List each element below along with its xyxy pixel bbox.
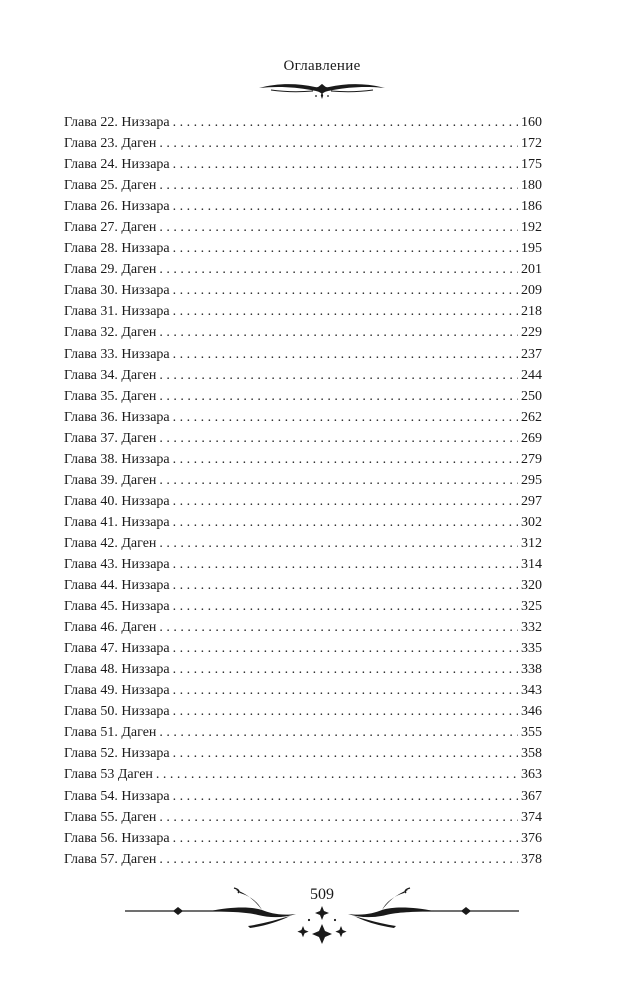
toc-entry	[64, 449, 542, 470]
toc-entry-title: Глава 28. Низзара	[64, 241, 170, 257]
toc-dot-leader	[159, 259, 518, 280]
toc-entry-title: Глава 36. Низзара	[64, 409, 170, 425]
scroll-flourish-icon	[257, 79, 387, 101]
toc-entry-page: 192	[521, 220, 542, 236]
toc-entry-title: Глава 48. Низзара	[64, 662, 170, 678]
toc-entry-title: Глава 54. Низзара	[64, 788, 170, 804]
toc-entry-title: Глава 44. Низзара	[64, 578, 170, 594]
toc-entry	[64, 491, 542, 512]
toc-entry	[64, 344, 542, 365]
toc-dot-leader	[159, 533, 518, 554]
toc-entry-page: 209	[521, 283, 542, 299]
toc-entry-page: 195	[521, 241, 542, 257]
toc-entry-page: 175	[521, 157, 542, 173]
toc-dot-leader	[173, 154, 518, 175]
toc-entry-title: Глава 23. Даген	[64, 136, 157, 152]
toc-entry-title: Глава 33. Низзара	[64, 346, 170, 362]
toc-dot-leader	[159, 322, 518, 343]
toc-entry-title: Глава 49. Низзара	[64, 683, 170, 699]
table-of-contents	[64, 112, 542, 870]
toc-dot-leader	[173, 786, 518, 807]
toc-dot-leader	[173, 554, 518, 575]
toc-entry-page: 338	[521, 662, 542, 678]
toc-dot-leader	[173, 196, 518, 217]
toc-entry	[64, 280, 542, 301]
toc-entry	[64, 196, 542, 217]
toc-entry	[64, 638, 542, 659]
toc-entry	[64, 217, 542, 238]
toc-entry-title: Глава 22. Низзара	[64, 115, 170, 130]
toc-dot-leader	[173, 701, 518, 722]
toc-entry-page: 262	[521, 409, 542, 425]
toc-dot-leader	[173, 659, 518, 680]
toc-dot-leader	[173, 596, 518, 617]
toc-entry-title: Глава 27. Даген	[64, 220, 157, 236]
toc-dot-leader	[159, 807, 518, 828]
toc-entry-page: 295	[521, 472, 542, 488]
toc-dot-leader	[159, 470, 518, 491]
page-number: 509	[310, 886, 334, 903]
toc-entry	[64, 301, 542, 322]
toc-entry-title: Глава 42. Даген	[64, 535, 157, 551]
toc-entry	[64, 322, 542, 343]
toc-entry-page: 237	[521, 346, 542, 362]
toc-dot-leader	[173, 112, 518, 133]
toc-dot-leader	[173, 638, 518, 659]
toc-entry-page: 302	[521, 514, 542, 530]
toc-entry-title: Глава 45. Низзара	[64, 599, 170, 615]
toc-entry-title: Глава 51. Даген	[64, 725, 157, 741]
toc-dot-leader	[159, 722, 518, 743]
toc-entry-page: 297	[521, 493, 542, 509]
toc-entry	[64, 849, 542, 870]
toc-entry	[64, 407, 542, 428]
toc-entry-title: Глава 47. Низзара	[64, 641, 170, 657]
toc-entry-page: 378	[521, 851, 542, 867]
toc-entry-page: 355	[521, 725, 542, 741]
toc-dot-leader	[173, 491, 518, 512]
toc-dot-leader	[159, 428, 518, 449]
toc-dot-leader	[156, 764, 518, 785]
toc-entry	[64, 238, 542, 259]
toc-entry	[64, 617, 542, 638]
toc-entry	[64, 575, 542, 596]
toc-entry-title: Глава 35. Даген	[64, 388, 157, 404]
toc-entry-title: Глава 41. Низзара	[64, 514, 170, 530]
toc-entry-title: Глава 26. Низзара	[64, 199, 170, 215]
toc-entry-page: 186	[521, 199, 542, 215]
toc-entry-title: Глава 30. Низзара	[64, 283, 170, 299]
toc-entry-page: 363	[521, 767, 542, 783]
toc-entry-title: Глава 32. Даген	[64, 325, 157, 341]
toc-entry-page: 314	[521, 556, 542, 572]
toc-entry	[64, 680, 542, 701]
toc-entry-title: Глава 24. Низзара	[64, 157, 170, 173]
toc-dot-leader	[173, 680, 518, 701]
toc-dot-leader	[173, 449, 518, 470]
toc-entry-page: 250	[521, 388, 542, 404]
toc-entry-title: Глава 46. Даген	[64, 620, 157, 636]
toc-entry	[64, 554, 542, 575]
toc-entry	[64, 786, 542, 807]
toc-entry-page: 218	[521, 304, 542, 320]
toc-dot-leader	[173, 743, 518, 764]
toc-dot-leader	[159, 175, 518, 196]
toc-entry-page: 335	[521, 641, 542, 657]
toc-entry-title: Глава 57. Даген	[64, 851, 157, 867]
toc-entry	[64, 175, 542, 196]
toc-entry-page: 325	[521, 599, 542, 615]
toc-entry-title: Глава 56. Низзара	[64, 830, 170, 846]
toc-entry-title: Глава 43. Низзара	[64, 556, 170, 572]
toc-entry-title: Глава 50. Низзара	[64, 704, 170, 720]
toc-entry-page: 229	[521, 325, 542, 341]
page-title: Оглавление	[283, 58, 361, 74]
toc-dot-leader	[173, 280, 518, 301]
toc-entry-title: Глава 37. Даген	[64, 430, 157, 446]
toc-entry-page: 201	[521, 262, 542, 278]
toc-entry-page: 172	[521, 136, 542, 152]
toc-entry	[64, 386, 542, 407]
page-header	[0, 58, 644, 101]
toc-dot-leader	[173, 301, 518, 322]
toc-entry-page: 332	[521, 620, 542, 636]
toc-entry	[64, 764, 542, 785]
toc-dot-leader	[159, 217, 518, 238]
toc-entry-title: Глава 52. Низзара	[64, 746, 170, 762]
toc-entry-page: 244	[521, 367, 542, 383]
toc-entry-page: 180	[521, 178, 542, 194]
toc-entry-title: Глава 31. Низзара	[64, 304, 170, 320]
toc-entry	[64, 596, 542, 617]
toc-entry-title: Глава 55. Даген	[64, 809, 157, 825]
toc-entry-title: Глава 25. Даген	[64, 178, 157, 194]
toc-entry-page: 312	[521, 535, 542, 551]
toc-entry	[64, 701, 542, 722]
toc-entry	[64, 154, 542, 175]
page-footer	[0, 880, 644, 960]
toc-entry-page: 343	[521, 683, 542, 699]
toc-dot-leader	[173, 828, 518, 849]
toc-entry-title: Глава 39. Даген	[64, 472, 157, 488]
toc-dot-leader	[159, 365, 518, 386]
toc-entry	[64, 133, 542, 154]
toc-entry	[64, 722, 542, 743]
toc-entry-title: Глава 53 Даген	[64, 767, 153, 783]
toc-entry-title: Глава 40. Низзара	[64, 493, 170, 509]
toc-entry	[64, 533, 542, 554]
toc-entry-title: Глава 29. Даген	[64, 262, 157, 278]
toc-entry-page: 269	[521, 430, 542, 446]
toc-entry-page: 279	[521, 451, 542, 467]
toc-dot-leader	[173, 512, 518, 533]
toc-entry-page: 320	[521, 578, 542, 594]
toc-entry	[64, 259, 542, 280]
toc-entry-page: 358	[521, 746, 542, 762]
toc-dot-leader	[159, 386, 518, 407]
toc-dot-leader	[173, 238, 518, 259]
toc-entry-page: 367	[521, 788, 542, 804]
toc-entry	[64, 428, 542, 449]
toc-entry	[64, 365, 542, 386]
toc-dot-leader	[159, 617, 518, 638]
toc-dot-leader	[159, 133, 518, 154]
toc-entry	[64, 659, 542, 680]
toc-entry-page: 160	[521, 115, 542, 130]
toc-dot-leader	[173, 575, 518, 596]
toc-entry-title: Глава 38. Низзара	[64, 451, 170, 467]
toc-entry-page: 346	[521, 704, 542, 720]
toc-dot-leader	[173, 344, 518, 365]
toc-entry	[64, 828, 542, 849]
toc-entry	[64, 112, 542, 133]
toc-entry	[64, 743, 542, 764]
toc-entry	[64, 807, 542, 828]
toc-entry	[64, 512, 542, 533]
toc-dot-leader	[159, 849, 518, 870]
toc-entry-page: 374	[521, 809, 542, 825]
toc-entry-title: Глава 34. Даген	[64, 367, 157, 383]
toc-dot-leader	[173, 407, 518, 428]
toc-entry	[64, 470, 542, 491]
toc-entry-page: 376	[521, 830, 542, 846]
